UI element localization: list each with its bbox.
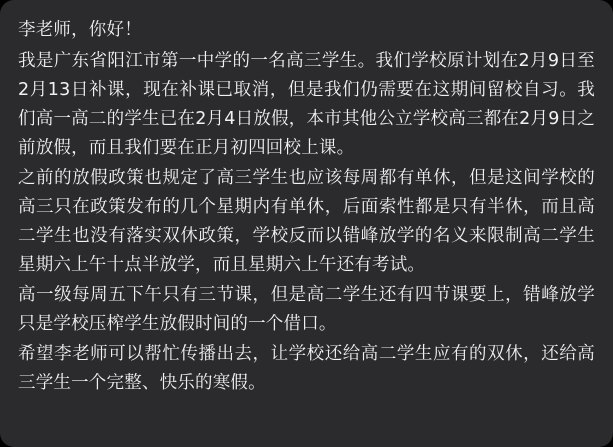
message-paragraph-1: 我是广东省阳江市第一中学的一名高三学生。我们学校原计划在2月9日至2月13日补课，现在补课已取消，但是我们仍需要在这期间留校自习。我们高一高二的学生已在2月4日放假，本市其他公立学校高三都在2月9日之前放假，而且我们要在正月初四回校上课。 — [18, 51, 595, 158]
message-body — [18, 16, 595, 398]
message-paragraph-3: 高一级每周五下午只有三节课，但是高二学生还有四节课要上，错峰放学只是学校压榨学生放假时间的一个借口。 — [18, 285, 595, 334]
message-paragraph-2: 之前的放假政策也规定了高三学生也应该每周都有单休，但是这间学校的高三只在政策发布的几个星期内有单休，后面索性都是只有半休，而且高二学生也没有落实双休政策，学校反而以错峰放学的名义来限制高二学生星期六上午十点半放学，而且星期六上午还有考试。 — [18, 168, 595, 275]
message-paragraph-4: 希望李老师可以帮忙传播出去，让学校还给高二学生应有的双休，还给高三学生一个完整、快乐的寒假。 — [18, 344, 595, 393]
message-greeting: 李老师，你好！ — [18, 20, 142, 40]
